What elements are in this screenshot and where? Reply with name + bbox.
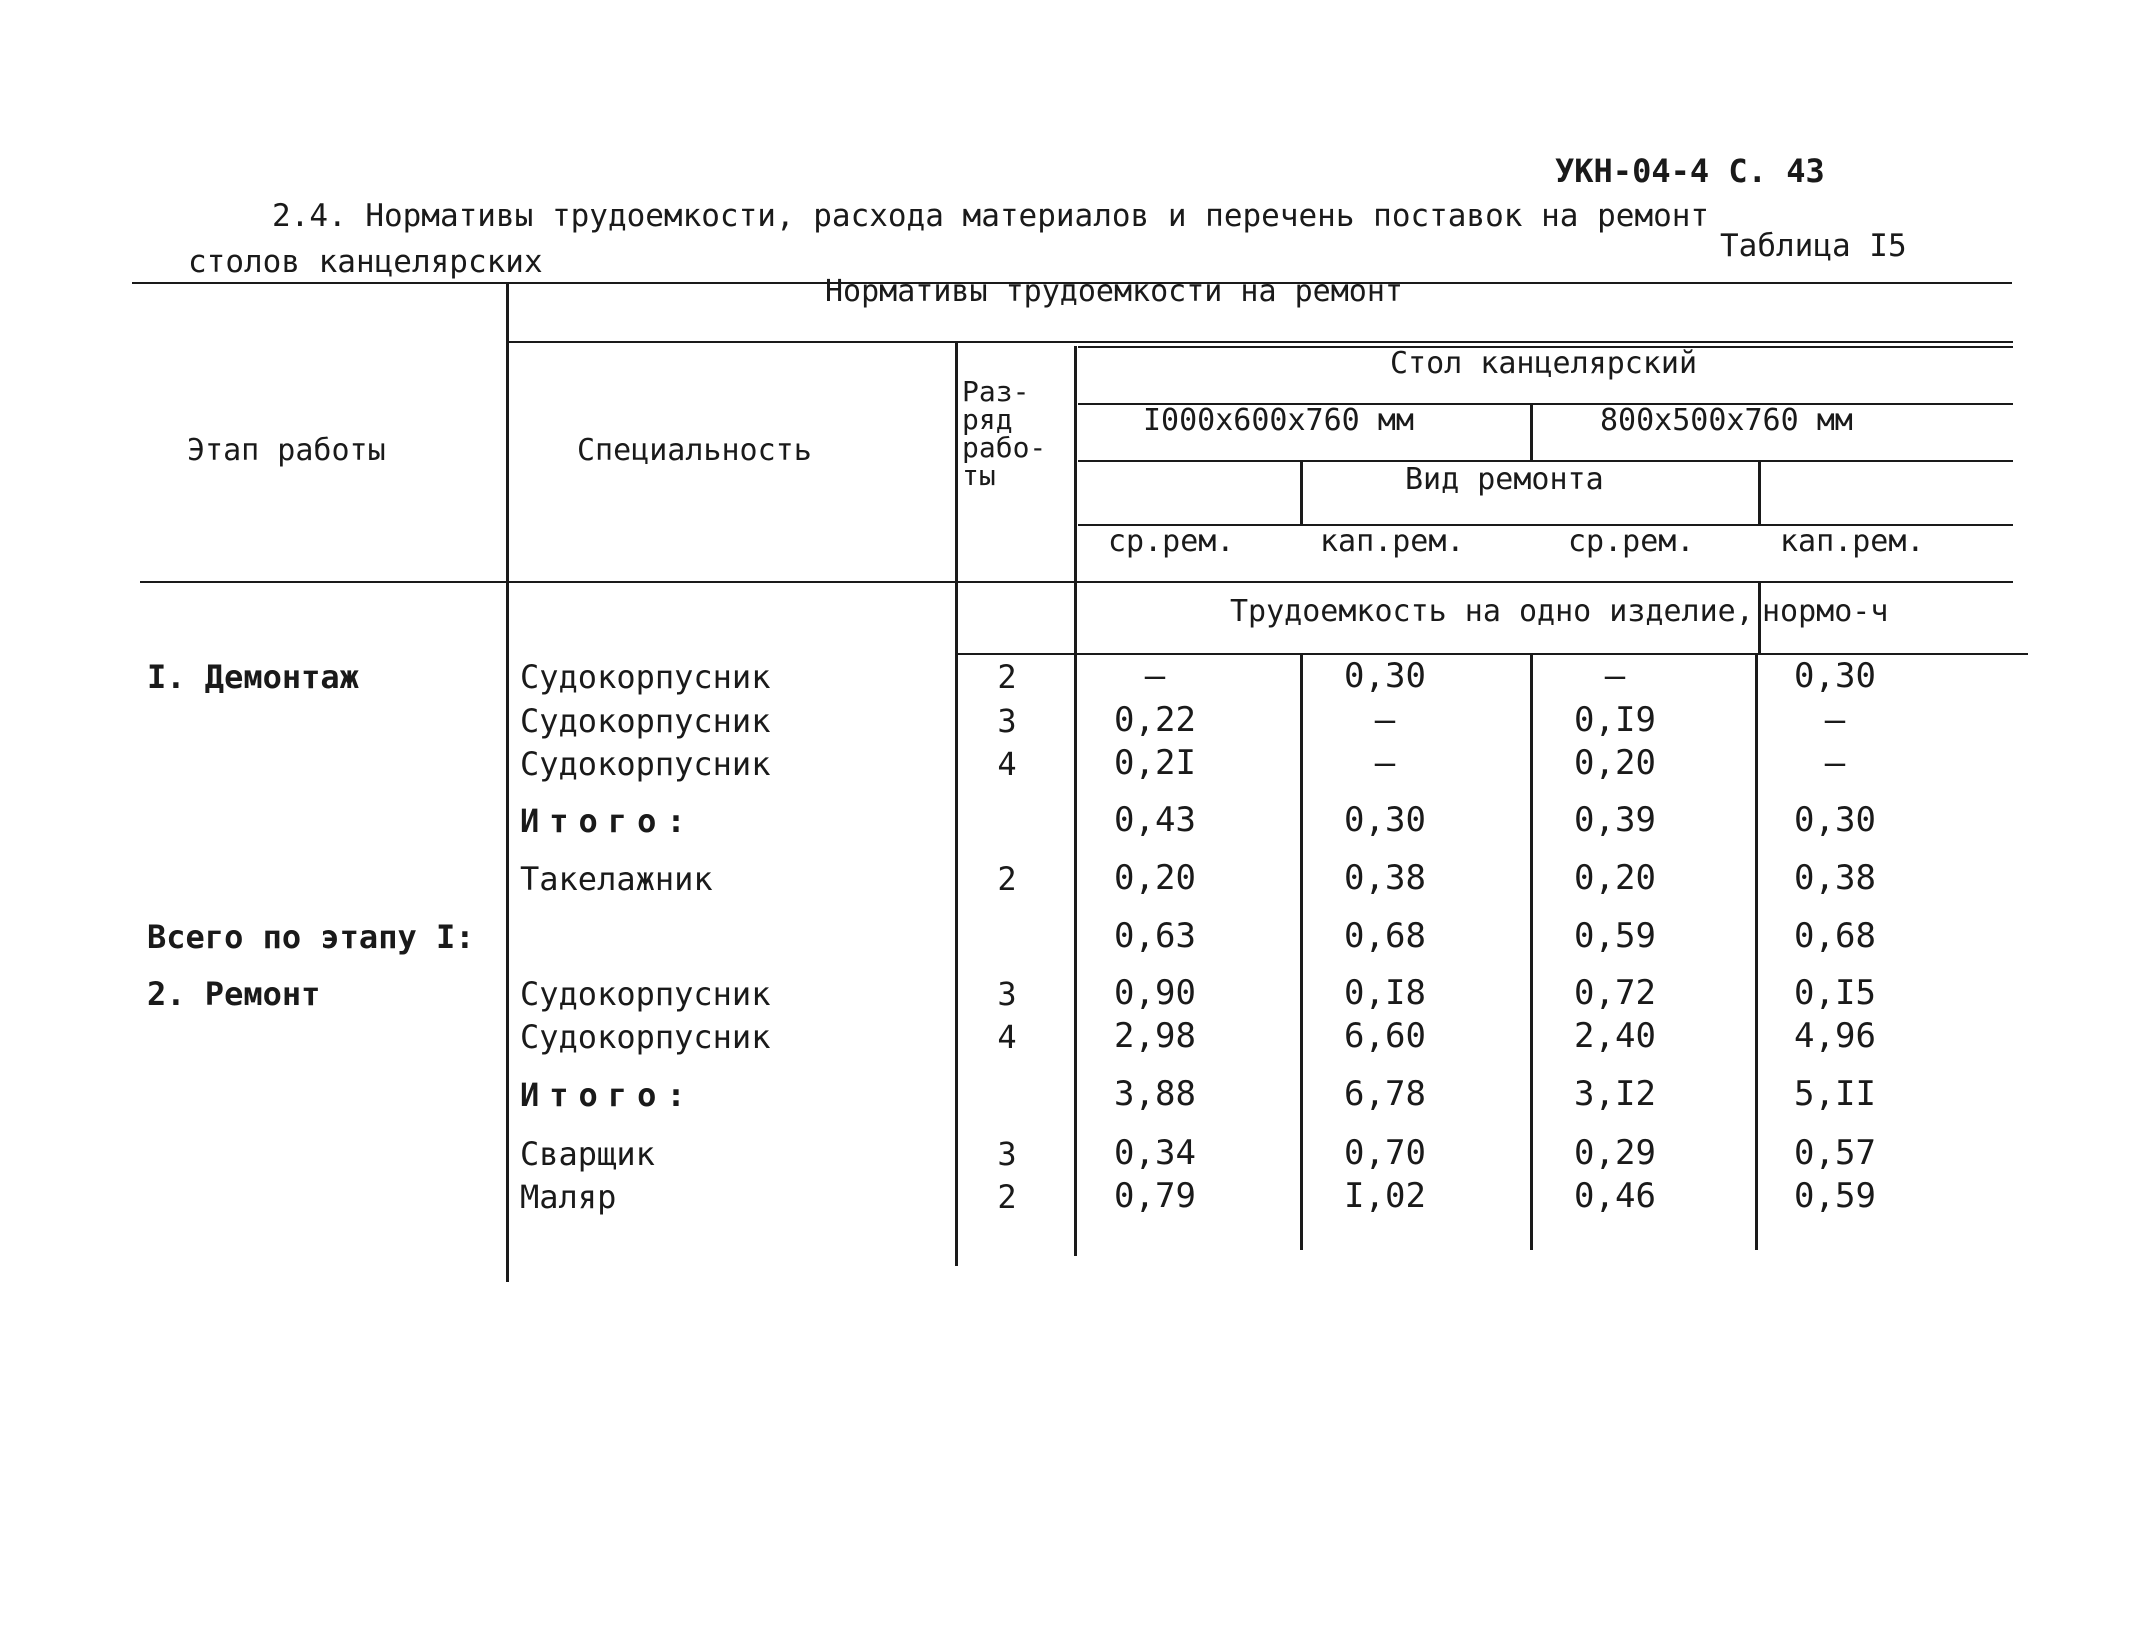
row-value-col1: 3,88 xyxy=(1114,1074,1196,1114)
header-product: Стол канцелярский xyxy=(1390,346,1698,381)
section-title-continued: столов канцелярских xyxy=(188,244,543,280)
col-divider-size xyxy=(1530,403,1533,460)
row-value-col2: 0,70 xyxy=(1344,1133,1426,1173)
row-rank: 2 xyxy=(997,1178,1017,1216)
row-value-col1: 2,98 xyxy=(1114,1016,1196,1056)
row-value-col1: 0,20 xyxy=(1114,858,1196,898)
row-value-col4: 0,59 xyxy=(1794,1176,1876,1216)
header-size-1: I000x600x760 мм xyxy=(1143,403,1414,438)
row-value-col4: 0,30 xyxy=(1794,656,1876,696)
row-value-col3: 0,39 xyxy=(1574,800,1656,840)
header-labor-per-unit: Трудоемкость на одно изделие, xyxy=(1230,594,1754,629)
col-divider-1 xyxy=(1300,653,1303,1250)
col-divider-2 xyxy=(1530,653,1533,1250)
row-value-col2: 0,68 xyxy=(1344,916,1426,956)
row-rank: 3 xyxy=(997,1135,1017,1173)
row-value-col3: 2,40 xyxy=(1574,1016,1656,1056)
row-specialty: Итого: xyxy=(520,802,696,840)
row-value-col1: 0,90 xyxy=(1114,973,1196,1013)
row-specialty: Такелажник xyxy=(520,860,713,898)
row-value-col4: 0,38 xyxy=(1794,858,1876,898)
row-specialty: Сварщик xyxy=(520,1135,655,1173)
row-rank: 3 xyxy=(997,975,1017,1013)
col-divider-unit xyxy=(1758,581,1761,653)
row-value-col2: 0,I8 xyxy=(1344,973,1426,1013)
unit-row-divider xyxy=(955,653,2028,655)
col-divider-repair-a xyxy=(1300,460,1303,524)
row-value-col1: 0,34 xyxy=(1114,1133,1196,1173)
header-col-2: кап.рем. xyxy=(1320,524,1465,559)
header-rank-4: ты xyxy=(962,459,996,492)
row-value-col4: 0,I5 xyxy=(1794,973,1876,1013)
row-specialty: Итого: xyxy=(520,1076,696,1114)
row-value-col3: 0,I9 xyxy=(1574,700,1656,740)
row-specialty: Судокорпусник xyxy=(520,1018,771,1056)
row-value-col3: 0,20 xyxy=(1574,743,1656,783)
row-value-col4: 0,68 xyxy=(1794,916,1876,956)
row-value-col4: 0,57 xyxy=(1794,1133,1876,1173)
row-value-col2: 0,38 xyxy=(1344,858,1426,898)
header-rank-1: Раз- xyxy=(962,375,1030,408)
row-value-col4: 0,30 xyxy=(1794,800,1876,840)
row-value-col4: – xyxy=(1824,700,1846,740)
row-rank: 4 xyxy=(997,1018,1017,1056)
row-rank: 4 xyxy=(997,745,1017,783)
header-stage: Этап работы xyxy=(187,433,386,468)
row-value-col3: 0,46 xyxy=(1574,1176,1656,1216)
row-value-col4: 4,96 xyxy=(1794,1016,1876,1056)
row-stage: I. Демонтаж xyxy=(147,658,359,696)
row-value-col4: 5,II xyxy=(1794,1074,1876,1114)
row-value-col1: 0,22 xyxy=(1114,700,1196,740)
row-value-col1: – xyxy=(1144,656,1166,696)
col-divider-specialty xyxy=(955,341,958,1266)
row-value-col1: 0,2I xyxy=(1114,743,1196,783)
table-number: Таблица I5 xyxy=(1720,228,1907,264)
row-specialty: Судокорпусник xyxy=(520,702,771,740)
row-value-col3: 0,29 xyxy=(1574,1133,1656,1173)
row-value-col2: – xyxy=(1374,743,1396,783)
row-specialty: Судокорпусник xyxy=(520,745,771,783)
row-value-col2: 6,60 xyxy=(1344,1016,1426,1056)
col-divider-repair-b xyxy=(1758,460,1761,524)
row-value-col1: 0,79 xyxy=(1114,1176,1196,1216)
header-repair-type: Вид ремонта xyxy=(1405,462,1604,497)
row-specialty: Судокорпусник xyxy=(520,658,771,696)
header-col-1: ср.рем. xyxy=(1108,524,1235,559)
row-stage: 2. Ремонт xyxy=(147,975,321,1013)
col-divider-stage xyxy=(506,282,509,1282)
header-divider-main xyxy=(508,341,2013,343)
header-rank-2: ряд xyxy=(962,403,1013,436)
row-value-col3: 0,59 xyxy=(1574,916,1656,956)
header-unit: нормо-ч xyxy=(1762,594,1889,629)
header-col-4: кап.рем. xyxy=(1780,524,1925,559)
row-value-col1: 0,63 xyxy=(1114,916,1196,956)
col-divider-rank xyxy=(1074,346,1077,1256)
row-value-col3: 3,I2 xyxy=(1574,1074,1656,1114)
header-col-3: ср.рем. xyxy=(1568,524,1695,559)
row-value-col2: I,02 xyxy=(1344,1176,1426,1216)
row-value-col2: 6,78 xyxy=(1344,1074,1426,1114)
header-rank-3: рабо- xyxy=(962,431,1047,464)
row-value-col3: 0,20 xyxy=(1574,858,1656,898)
row-value-col2: 0,30 xyxy=(1344,800,1426,840)
row-value-col3: – xyxy=(1604,656,1626,696)
row-rank: 2 xyxy=(997,658,1017,696)
row-value-col4: – xyxy=(1824,743,1846,783)
row-value-col2: 0,30 xyxy=(1344,656,1426,696)
row-value-col3: 0,72 xyxy=(1574,973,1656,1013)
row-stage: Всего по этапу I: xyxy=(147,918,475,956)
header-size-2: 800x500x760 мм xyxy=(1600,403,1853,438)
row-specialty: Судокорпусник xyxy=(520,975,771,1013)
row-specialty: Маляр xyxy=(520,1178,617,1216)
row-rank: 3 xyxy=(997,702,1017,740)
row-value-col2: – xyxy=(1374,700,1396,740)
section-title: 2.4. Нормативы трудоемкости, расхода материалов и перечень поставок на ремонт xyxy=(272,198,1710,234)
row-rank: 2 xyxy=(997,860,1017,898)
row-value-col1: 0,43 xyxy=(1114,800,1196,840)
header-specialty: Специальность xyxy=(577,433,812,468)
header-main: Нормативы трудоемкости на ремонт xyxy=(825,274,1403,309)
document-code: УКН-04-4 С. 43 xyxy=(1555,152,1825,190)
col-divider-3 xyxy=(1755,653,1758,1250)
